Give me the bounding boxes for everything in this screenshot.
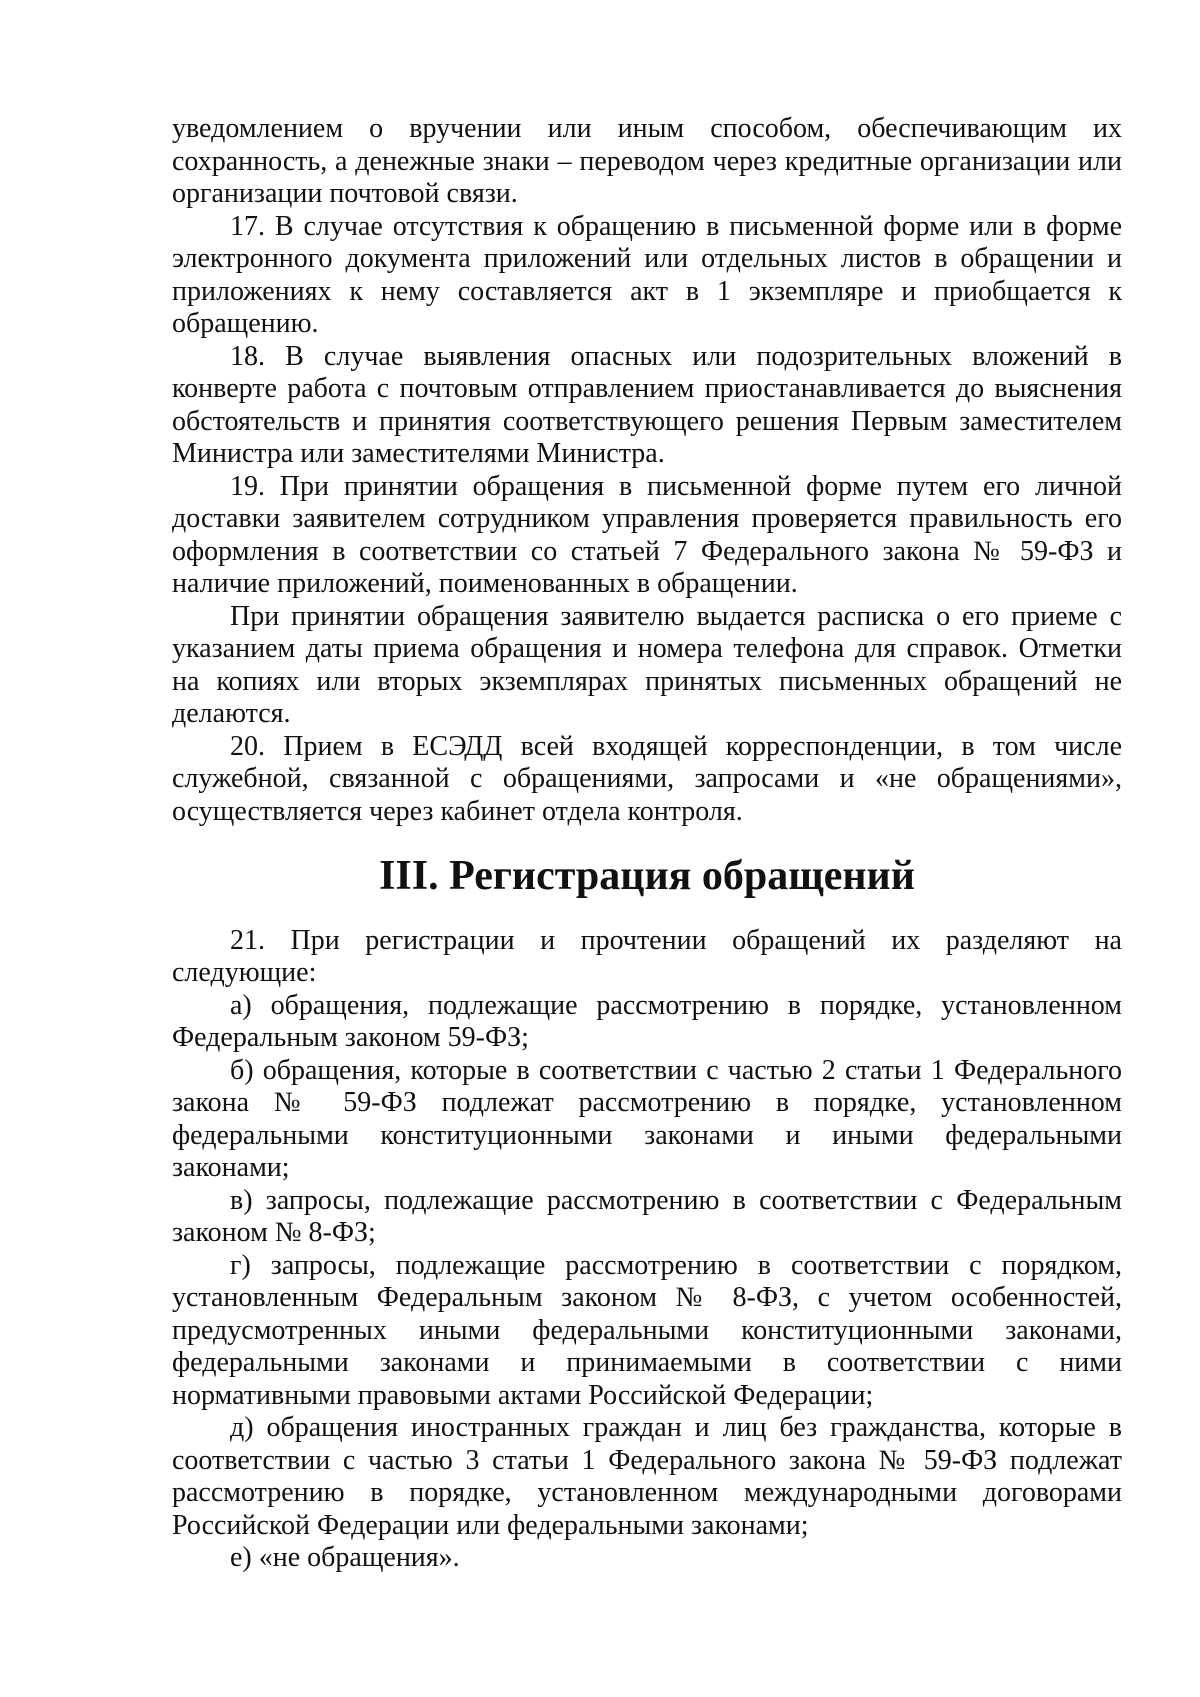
list-item-g: г) запросы, подлежащие рассмотрению в соответствии с порядком, установленным Федеральным законом № 8-ФЗ, с учетом особенностей, предусмотренных иными федеральными конституционными законами, федеральными законами и принимаемыми в соответствии с ними нормативными правовыми актами Российской Федерации; [172,1249,1122,1411]
paragraph-item-17: 17. В случае отсутствия к обращению в письменной форме или в форме электронного документа приложений или отдельных листов в обращении и приложениях к нему составляется акт в 1 экземпляре и приобщается к обращению. [172,210,1122,339]
paragraph-continuation: уведомлением о вручении или иным способом, обеспечивающим их сохранность, а денежные знаки – переводом через кредитные организации или организации почтовой связи. [172,113,1122,209]
section-heading: III. Регистрация обращений [379,853,915,899]
paragraphs-after-heading [172,925,1122,1575]
paragraph-item-21: 21. При регистрации и прочтении обращений их разделяют на следующие: [172,924,1122,988]
list-item-a: а) обращения, подлежащие рассмотрению в порядке, установленном Федеральным законом 59-ФЗ; [172,989,1122,1053]
list-item-v: в) запросы, подлежащие рассмотрению в соответствии с Федеральным законом № 8-ФЗ; [172,1184,1122,1248]
paragraph-item-19: 19. При принятии обращения в письменной форме путем его личной доставки заявителем сотрудником управления проверяется правильность его оформления в соответствии со статьей 7 Федерального закона № 59-ФЗ и наличие приложений, поименованных в обращении. [172,470,1122,599]
paragraph-item-20: 20. Прием в ЕСЭДД всей входящей корреспонденции, в том числе служебной, связанной с обращениями, запросами и «не обращениями», осуществляется через кабинет отдела контроля. [172,730,1122,827]
paragraphs-before-heading [172,113,1122,828]
list-item-d: д) обращения иностранных граждан и лиц без гражданства, которые в соответствии с частью 3 статьи 1 Федерального закона № 59-ФЗ подлежат рассмотрению в порядке, установленном международными договорами Российской Федерации или федеральными законами; [172,1412,1122,1541]
paragraph-item-18: 18. В случае выявления опасных или подозрительных вложений в конверте работа с почтовым отправлением приостанавливается до выяснения обстоятельств и принятия соответствующего решения Первым заместителем Министра или заместителями Министра. [172,340,1122,469]
document-page [172,113,1122,1575]
list-item-b: б) обращения, которые в соответствии с частью 2 статьи 1 Федерального закона № 59-ФЗ подлежат рассмотрению в порядке, установленном федеральными конституционными законами и иными федеральными законами; [172,1054,1122,1183]
paragraph-item-19-receipt: При принятии обращения заявителю выдается расписка о его приеме с указанием даты приема обращения и номера телефона для справок. Отметки на копиях или вторых экземплярах принятых письменных обращений не делаются. [172,600,1122,729]
list-item-e: е) «не обращения». [230,1542,460,1573]
